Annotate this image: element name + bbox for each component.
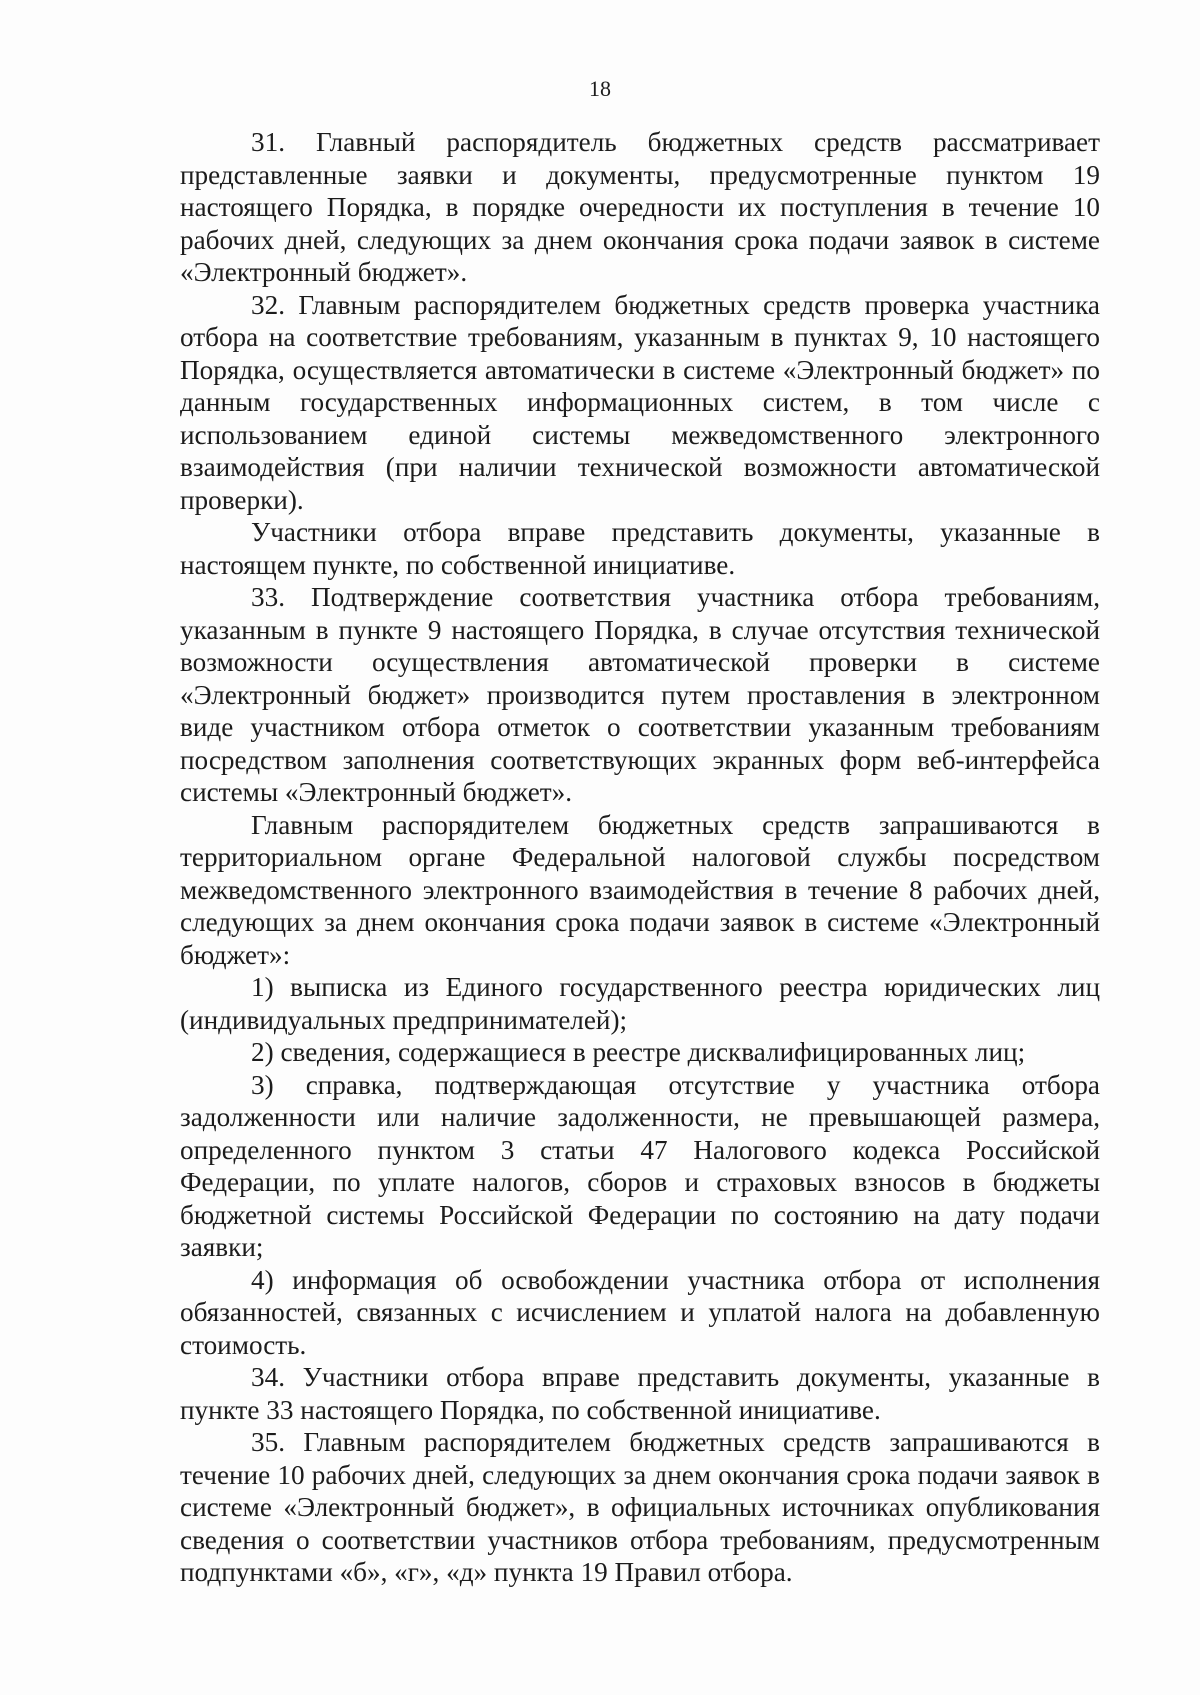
paragraph-32: 32. Главным распорядителем бюджетных средств проверка участника отбора на соответствие требованиям, указанным в пунктах 9, 10 настоящего Порядка, осуществляется автоматически в системе «Электронный бюджет» по данным государственных информационных систем, в том числе с использованием единой системы межведомственного электронного взаимодействия (при наличии технической возможности автоматической проверки). [180,289,1100,515]
paragraph-33: 33. Подтверждение соответствия участника отбора требованиям, указанным в пункте 9 настоящего Порядка, в случае отсутствия технической возможности осуществления автоматической проверки в системе «Электронный бюджет» производится путем проставления в электронном виде участником отбора отметок о соответствии указанным требованиям посредством заполнения соответствующих экранных форм веб-интерфейса системы «Электронный бюджет». [180,582,1100,807]
document-body [180,126,1100,1589]
page-number: 18 [589,76,611,101]
paragraph-34: 34. Участники отбора вправе представить документы, указанные в пункте 33 настоящего Порядка, по собственной инициативе. [180,1362,1100,1425]
list-item-3: 3) справка, подтверждающая отсутствие у участника отбора задолженности или наличие задолженности, не превышающей размера, определенного пунктом 3 статьи 47 Налогового кодекса Российской Федерации, по уплате налогов, сборов и страховых взносов в бюджеты бюджетной системы Российской Федерации по состоянию на дату подачи заявки; [180,1069,1100,1262]
paragraph-35: 35. Главным распорядителем бюджетных средств запрашиваются в течение 10 рабочих дней, следующих за днем окончания срока подачи заявок в системе «Электронный бюджет», в официальных источниках опубликования сведения о соответствии участников отбора требованиям, предусмотренным подпунктами «б», «г», «д» пункта 19 Правил отбора. [180,1427,1100,1587]
list-item-4: 4) информация об освобождении участника отбора от исполнения обязанностей, связанных с исчислением и уплатой налога на добавленную стоимость. [180,1264,1100,1360]
paragraph-33-requests: Главным распорядителем бюджетных средств запрашиваются в территориальном органе Федеральной налоговой службы посредством межведомственного электронного взаимодействия в течение 8 рабочих дней, следующих за днем окончания срока подачи заявок в системе «Электронный бюджет»: [180,809,1100,970]
list-item-1: 1) выписка из Единого государственного реестра юридических лиц (индивидуальных предпринимателей); [180,972,1100,1035]
list-item-2: 2) сведения, содержащиеся в реестре дисквалифицированных лиц; [251,1037,1026,1067]
paragraph-31: 31. Главный распорядитель бюджетных средств рассматривает представленные заявки и документы, предусмотренные пунктом 19 настоящего Порядка, в порядке очередности их поступления в течение 10 рабочих дней, следующих за днем окончания срока подачи заявок в системе «Электронный бюджет». [180,127,1100,287]
paragraph-32-note: Участники отбора вправе представить документы, указанные в настоящем пункте, по собственной инициативе. [180,517,1100,580]
